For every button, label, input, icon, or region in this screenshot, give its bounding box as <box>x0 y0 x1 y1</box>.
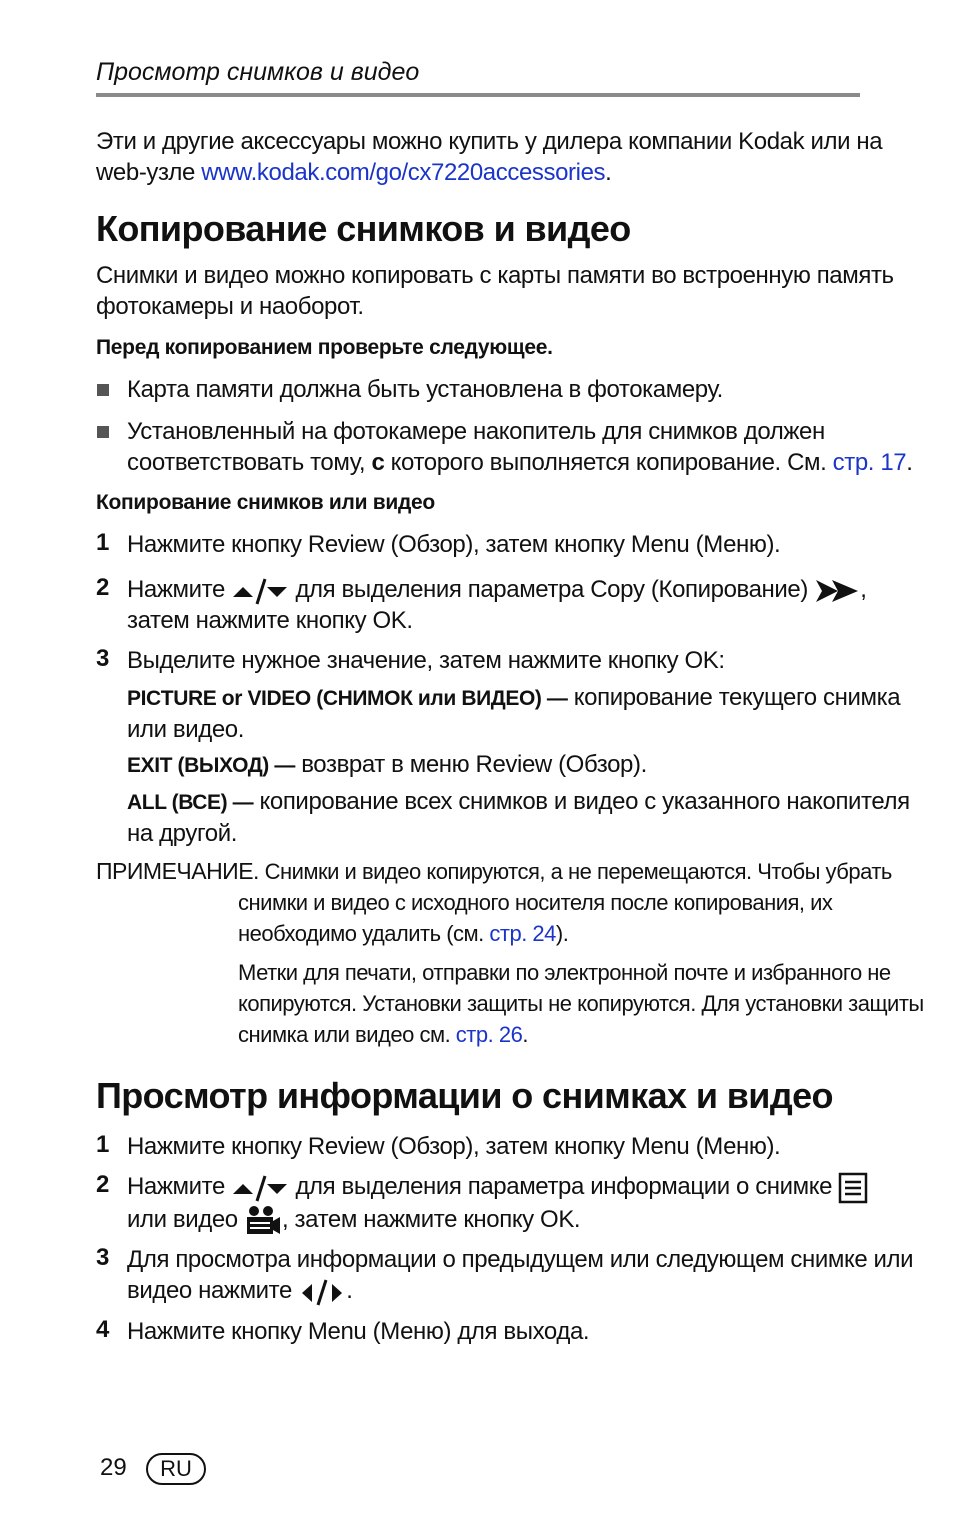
note-p2-text-3b: . <box>522 1022 528 1047</box>
note-p2-line-3 <box>238 1019 924 1050</box>
intro-end: . <box>605 159 612 186</box>
copy-step-2-text <box>127 574 867 636</box>
copy-step-2-part-c: , <box>860 576 867 603</box>
intro-line-2 <box>96 157 882 188</box>
option-picture-line-1 <box>127 682 900 714</box>
info-step-4-number: 4 <box>96 1316 110 1343</box>
option-picture-video <box>127 682 900 745</box>
copy-step-2-part-b: для выделения параметра Copy (Копирование) <box>289 576 815 603</box>
copy-step-1-text: Нажмите кнопку Review (Обзор), затем кнопку Menu (Меню). <box>127 531 781 558</box>
info-step-2-part-a: Нажмите <box>127 1173 232 1200</box>
option-all-line-1 <box>127 786 910 818</box>
left-right-arrow-icon <box>298 1278 346 1306</box>
info-step-3-text <box>127 1244 913 1306</box>
option-all <box>127 786 910 849</box>
note-text-1: Снимки и видео копируются, а не перемещаются. Чтобы убрать <box>258 859 892 884</box>
intro-text2: web-узле <box>96 159 202 186</box>
page-24-link[interactable]: стр. 24 <box>489 921 556 946</box>
option-exit-key: EXIT (ВЫХОД) — <box>127 754 295 777</box>
option-picture-desc: копирование текущего снимка <box>567 684 901 711</box>
bullet-2-part-a: соответствовать тому, <box>127 449 372 476</box>
bullet-2-text <box>127 416 913 478</box>
copy-intro-line-1: Снимки и видео можно копировать с карты памяти во встроенную память <box>96 262 894 289</box>
option-all-line-2: на другой. <box>127 820 238 847</box>
note-line-2: снимки и видео с исходного носителя после копирования, их <box>238 890 833 915</box>
info-step-2-part-b: для выделения параметра информации о снимке <box>289 1173 839 1200</box>
video-info-icon <box>244 1204 282 1236</box>
copy-intro-line-2: фотокамеры и наоборот. <box>96 293 364 320</box>
option-exit <box>127 749 647 781</box>
note-text-3a: необходимо удалить (см. <box>238 921 490 946</box>
up-down-arrow-icon <box>231 1174 289 1202</box>
check-title: Перед копированием проверьте следующее. <box>96 336 553 359</box>
running-header: Просмотр снимков и видео <box>96 58 420 86</box>
page-number: 29 <box>100 1454 127 1481</box>
note-p2-line-1: Метки для печати, отправки по электронной почте и избранного не <box>238 960 891 985</box>
option-exit-desc: возврат в меню Review (Обзор). <box>294 751 647 778</box>
info-step-2-part-d: , затем нажмите кнопку OK. <box>282 1205 581 1233</box>
info-step-1-number: 1 <box>96 1131 110 1158</box>
up-down-arrow-icon <box>231 577 289 605</box>
note-p2-line-2: копируются. Установки защиты не копируются. Для установки защиты <box>238 991 924 1016</box>
bullet-2-line-1: Установленный на фотокамере накопитель для снимков должен <box>127 418 825 445</box>
kodak-accessories-link[interactable]: www.kodak.com/go/cx7220accessories <box>201 159 606 186</box>
section-copy-title: Копирование снимков и видео <box>96 208 631 249</box>
copy-step-1-number: 1 <box>96 529 110 556</box>
info-step-1-text: Нажмите кнопку Review (Обзор), затем кнопку Menu (Меню). <box>127 1133 781 1160</box>
picture-info-icon <box>838 1172 868 1204</box>
section-info-title: Просмотр информации о снимках и видео <box>96 1075 833 1116</box>
copy-step-2-part-a: Нажмите <box>127 576 232 603</box>
copy-arrows-icon <box>814 578 860 604</box>
note-paragraph-2 <box>238 957 924 1050</box>
copy-step-2-number: 2 <box>96 574 110 601</box>
option-all-desc: копирование всех снимков и видео с указанного накопителя <box>253 788 910 815</box>
info-step-3-part-a: видео нажмите <box>127 1277 299 1304</box>
bullet-2-part-b: которого выполняется копирование. См. <box>384 449 833 476</box>
copy-step-2-line-2: затем нажмите кнопку OK. <box>127 607 413 634</box>
info-step-2-number: 2 <box>96 1171 110 1198</box>
note-line-3 <box>238 918 832 949</box>
note-text-3b: ). <box>555 921 569 946</box>
bullet-square-2 <box>97 426 109 438</box>
info-step-4-text: Нажмите кнопку Menu (Меню) для выхода. <box>127 1318 590 1345</box>
option-picture-line-2: или видео. <box>127 716 245 743</box>
note-block <box>238 887 832 949</box>
copy-intro-paragraph <box>96 260 894 322</box>
bullet-2-line-2 <box>127 447 913 478</box>
info-step-2-line-2 <box>127 1204 868 1237</box>
option-picture-key: PICTURE or VIDEO (СНИМОК или ВИДЕО) — <box>127 687 568 710</box>
page-26-link[interactable]: стр. 26 <box>455 1022 523 1047</box>
bullet-2-bold: с <box>371 449 385 476</box>
info-step-2-part-c: или видео <box>127 1205 245 1233</box>
copy-step-3-text: Выделите нужное значение, затем нажмите кнопку OK: <box>127 647 725 674</box>
option-all-key: ALL (ВСЕ) — <box>127 791 254 814</box>
bullet-2-end: . <box>906 449 913 476</box>
page-17-link[interactable]: стр. 17 <box>832 449 907 476</box>
bullet-square-1 <box>97 384 109 396</box>
copy-subtitle: Копирование снимков или видео <box>96 491 435 514</box>
info-step-3-number: 3 <box>96 1244 110 1271</box>
copy-step-3-number: 3 <box>96 645 110 672</box>
note-line-1 <box>96 856 892 887</box>
option-exit-line <box>127 749 647 781</box>
header-rule <box>96 93 860 97</box>
intro-paragraph <box>96 126 882 188</box>
note-p2-text-3a: снимка или видео см. <box>238 1022 456 1047</box>
info-step-2-text <box>127 1171 868 1236</box>
copy-step-2-line-1 <box>127 574 867 605</box>
language-badge: RU <box>146 1453 206 1485</box>
intro-line-1: Эти и другие аксессуары можно купить у дилера компании Kodak или на <box>96 128 883 155</box>
info-step-3-line-2 <box>127 1275 913 1306</box>
info-step-2-line-1 <box>127 1171 868 1204</box>
bullet-1-text: Карта памяти должна быть установлена в фотокамеру. <box>127 376 723 403</box>
info-step-3-line-1: Для просмотра информации о предыдущем или следующем снимке или <box>127 1246 914 1273</box>
note-label: ПРИМЕЧАНИЕ. <box>96 858 259 884</box>
info-step-3-part-b: . <box>346 1277 353 1304</box>
